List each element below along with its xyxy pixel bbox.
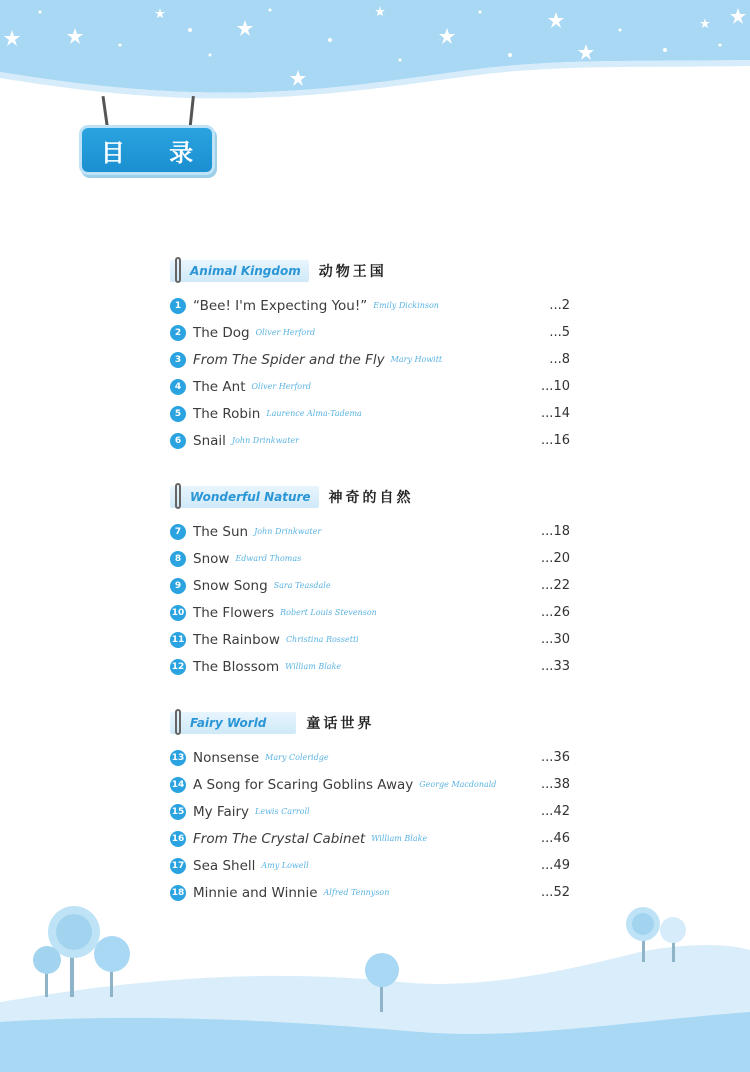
entry-author: Robert Louis Stevenson: [280, 608, 377, 617]
entry-title: The Robin: [193, 405, 261, 422]
entry-number: 10: [170, 605, 186, 621]
entry-page: ...52: [541, 885, 570, 900]
entry-page: ...42: [541, 804, 570, 819]
entry-author: William Blake: [285, 662, 342, 671]
entry-author: Alfred Tennyson: [323, 888, 390, 897]
toc-entry[interactable]: [170, 653, 570, 680]
entry-number: 12: [170, 659, 186, 675]
entry-number: 1: [170, 298, 186, 314]
entry-author: Oliver Herford: [251, 382, 312, 391]
toc-title: 目 录: [100, 138, 212, 167]
entry-author: Edward Thomas: [235, 554, 302, 563]
entry-title: Snail: [193, 432, 226, 449]
section-title-cn: 神奇的自然: [328, 490, 414, 506]
entry-author: Mary Howitt: [390, 355, 443, 364]
entry-page: ...36: [541, 750, 570, 765]
entry-author: Amy Lowell: [261, 861, 309, 870]
section-title-en: Fairy World: [190, 716, 267, 730]
section-title-en: Wonderful Nature: [190, 490, 311, 504]
entry-author: Lewis Carroll: [255, 807, 310, 816]
entry-title: The Flowers: [193, 604, 275, 621]
section-animal-kingdom: [170, 258, 570, 454]
toc-entry[interactable]: [170, 319, 570, 346]
entry-title: Snow Song: [193, 577, 268, 594]
toc-entry[interactable]: [170, 626, 570, 653]
toc-entry[interactable]: [170, 346, 570, 373]
paperclip-icon: [175, 483, 181, 509]
entry-title: The Rainbow: [193, 631, 280, 648]
section-header: [170, 258, 570, 284]
entry-title: Sea Shell: [193, 857, 256, 874]
toc-entry[interactable]: [170, 427, 570, 454]
entry-page: ...20: [541, 551, 570, 566]
section-tab: [170, 260, 309, 282]
entry-page: ...18: [541, 524, 570, 539]
toc-entry[interactable]: [170, 572, 570, 599]
entry-number: 4: [170, 379, 186, 395]
entry-number: 5: [170, 406, 186, 422]
entry-title: My Fairy: [193, 803, 250, 820]
section-header: [170, 484, 570, 510]
toc-entry[interactable]: [170, 518, 570, 545]
entry-title: Nonsense: [193, 749, 260, 766]
entry-author: John Drinkwater: [254, 527, 322, 536]
entry-title: A Song for Scaring Goblins Away: [193, 776, 414, 793]
sign-string-left: [102, 96, 110, 132]
section-header: [170, 710, 570, 736]
toc-entry[interactable]: [170, 400, 570, 427]
entry-number: 8: [170, 551, 186, 567]
entry-title: The Ant: [193, 378, 246, 395]
entry-page: ...46: [541, 831, 570, 846]
tree-icon: [33, 946, 61, 997]
paperclip-icon: [175, 709, 181, 735]
entry-title: From The Spider and the Fly: [193, 351, 385, 368]
entry-number: 14: [170, 777, 186, 793]
entry-page: ...49: [541, 858, 570, 873]
section-tab: [170, 712, 296, 734]
entry-author: George Macdonald: [419, 780, 497, 789]
entry-page: ...10: [541, 379, 570, 394]
entry-author: Oliver Herford: [255, 328, 316, 337]
section-title-en: Animal Kingdom: [190, 264, 301, 278]
entry-title: Snow: [193, 550, 230, 567]
entry-author: Mary Coleridge: [265, 753, 329, 762]
entry-number: 13: [170, 750, 186, 766]
entry-title: From The Crystal Cabinet: [193, 830, 366, 847]
entry-number: 9: [170, 578, 186, 594]
entry-page: ...22: [541, 578, 570, 593]
ground-illustration: [0, 872, 750, 1072]
entry-page: ...2: [549, 298, 570, 313]
toc-entry[interactable]: [170, 798, 570, 825]
entry-page: ...26: [541, 605, 570, 620]
entry-page: ...14: [541, 406, 570, 421]
entry-title: The Dog: [193, 324, 250, 341]
entry-number: 11: [170, 632, 186, 648]
entry-author: Christina Rossetti: [285, 635, 359, 644]
toc-title-sign: [82, 128, 212, 172]
entry-page: ...8: [549, 352, 570, 367]
entry-author: Sara Teasdale: [273, 581, 331, 590]
toc-entry[interactable]: [170, 545, 570, 572]
entry-number: 18: [170, 885, 186, 901]
entry-page: ...16: [541, 433, 570, 448]
toc-entry[interactable]: [170, 825, 570, 852]
entry-number: 17: [170, 858, 186, 874]
entry-author: Laurence Alma-Tadema: [266, 409, 362, 418]
paperclip-icon: [175, 257, 181, 283]
entry-page: ...38: [541, 777, 570, 792]
toc-entry[interactable]: [170, 599, 570, 626]
entry-title: Minnie and Winnie: [193, 884, 318, 901]
section-title-cn: 动物王国: [318, 264, 387, 280]
entry-page: ...5: [549, 325, 570, 340]
sign-string-right: [188, 96, 195, 132]
entry-title: The Sun: [193, 523, 249, 540]
toc-entry[interactable]: [170, 771, 570, 798]
entry-author: John Drinkwater: [231, 436, 299, 445]
entry-number: 2: [170, 325, 186, 341]
entry-number: 16: [170, 831, 186, 847]
entry-page: ...33: [541, 659, 570, 674]
section-title-cn: 童话世界: [306, 716, 375, 732]
sky-banner: [0, 0, 750, 100]
entry-title: “Bee! I'm Expecting You!”: [193, 297, 368, 314]
entry-author: William Blake: [371, 834, 428, 843]
toc-entry[interactable]: [170, 744, 570, 771]
entry-number: 3: [170, 352, 186, 368]
section-wonderful-nature: [170, 484, 570, 680]
entry-number: 7: [170, 524, 186, 540]
entry-title: The Blossom: [193, 658, 280, 675]
entry-page: ...30: [541, 632, 570, 647]
toc-entry[interactable]: [170, 373, 570, 400]
entry-number: 6: [170, 433, 186, 449]
toc-entry[interactable]: [170, 292, 570, 319]
section-tab: [170, 486, 319, 508]
entry-number: 15: [170, 804, 186, 820]
entry-author: Emily Dickinson: [373, 301, 439, 310]
